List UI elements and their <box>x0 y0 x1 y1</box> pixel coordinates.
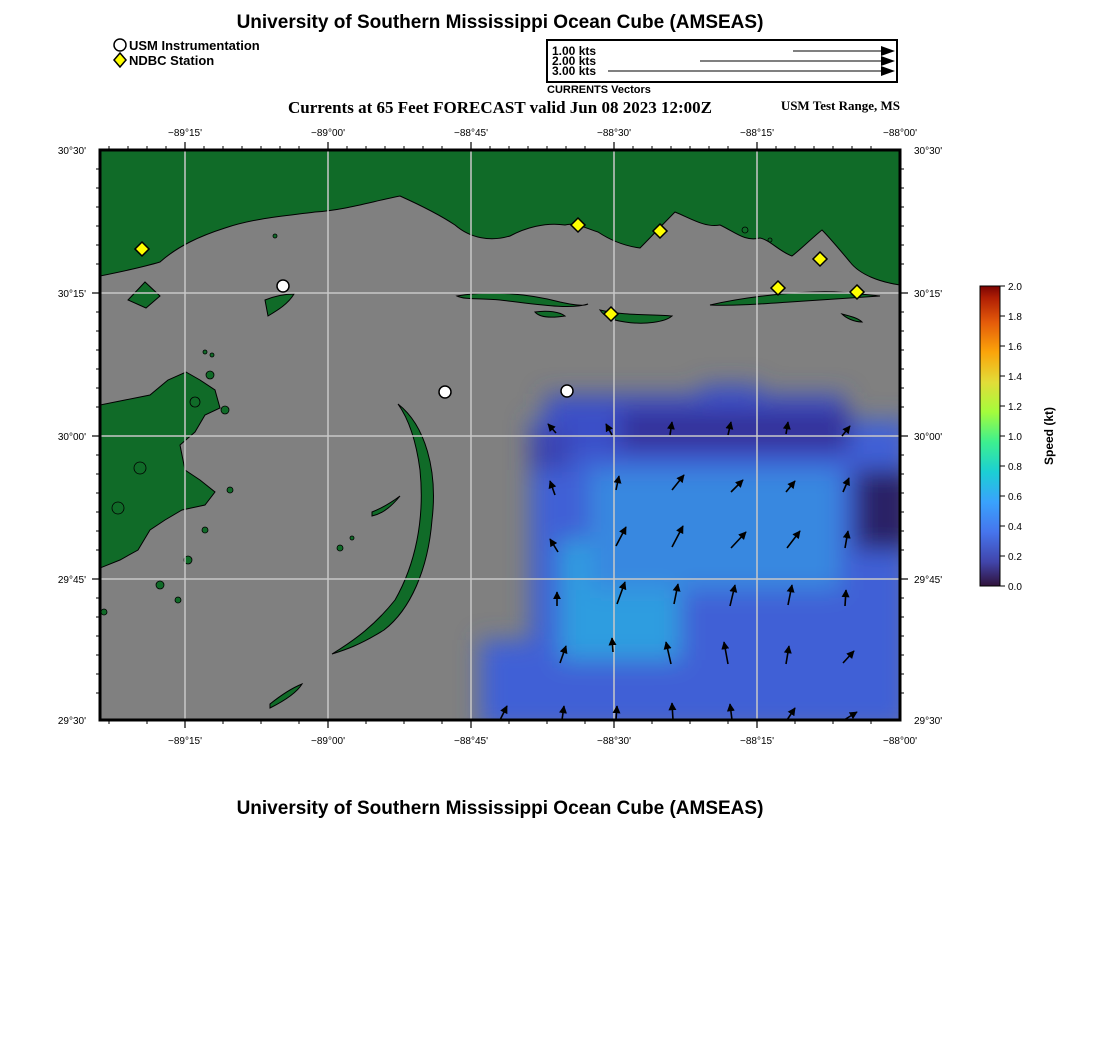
colorbar-tick-label: 1.0 <box>1008 432 1022 443</box>
lon-label-top: −88°00' <box>883 128 917 139</box>
region-label: USM Test Range, MS <box>780 98 900 113</box>
vector-legend-item-1: 1.00 kts <box>552 44 597 58</box>
lat-labels-left <box>58 146 86 727</box>
lon-label-bottom: −89°00' <box>311 736 345 747</box>
vector-legend-caption: CURRENTS Vectors <box>547 84 651 96</box>
lon-label-top: −88°30' <box>597 128 631 139</box>
lat-label-right: 30°30' <box>914 146 943 157</box>
footer-title: University of Southern Mississippi Ocean Cube (AMSEAS) <box>236 798 764 819</box>
colorbar-tick-label: 0.2 <box>1008 552 1022 563</box>
colorbar-tick-label: 0.6 <box>1008 492 1022 503</box>
lat-label-right: 30°00' <box>914 432 943 443</box>
lon-label-top: −89°15' <box>168 128 202 139</box>
lon-label-bottom: −89°15' <box>168 736 202 747</box>
main-title: University of Southern Mississippi Ocean Cube (AMSEAS) <box>236 12 764 33</box>
lat-labels-right <box>914 146 942 727</box>
colorbar-tick-label: 1.6 <box>1008 342 1022 353</box>
vector-legend-item-3: 3.00 kts <box>552 64 597 78</box>
lat-label-left: 29°30' <box>57 716 86 727</box>
colorbar-tick-labels <box>1008 282 1022 593</box>
colorbar-tick-label: 0.0 <box>1008 582 1022 593</box>
lon-label-bottom: −88°00' <box>883 736 917 747</box>
colorbar <box>970 280 1070 595</box>
lat-label-right: 30°15' <box>914 289 943 300</box>
lon-labels-bottom <box>168 736 917 747</box>
forecast-subtitle: Currents at 65 Feet FORECAST valid Jun 08 2023 12:00Z <box>288 98 712 117</box>
vector-legend-item-2: 2.00 kts <box>552 54 597 68</box>
colorbar-gradient <box>980 286 1000 586</box>
lon-label-top: −88°45' <box>454 128 488 139</box>
lon-label-top: −89°00' <box>311 128 345 139</box>
colorbar-ticks <box>1000 286 1005 586</box>
lon-labels-top <box>168 128 917 139</box>
colorbar-tick-label: 2.0 <box>1008 282 1022 293</box>
lat-label-left: 29°45' <box>57 575 86 586</box>
usm-station-2 <box>439 386 451 398</box>
usm-station-1 <box>277 280 289 292</box>
lat-label-right: 29°30' <box>914 716 943 727</box>
colorbar-label: Speed (kt) <box>1042 406 1056 466</box>
colorbar-tick-label: 1.8 <box>1008 312 1022 323</box>
lon-label-top: −88°15' <box>740 128 774 139</box>
colorbar-tick-label: 0.8 <box>1008 462 1022 473</box>
colorbar-tick-label: 1.4 <box>1008 372 1022 383</box>
lat-label-left: 30°15' <box>57 289 86 300</box>
lat-label-right: 29°45' <box>914 575 943 586</box>
lon-label-bottom: −88°30' <box>597 736 631 747</box>
lon-label-bottom: −88°45' <box>454 736 488 747</box>
usm-station-3 <box>561 385 573 397</box>
lat-label-left: 30°00' <box>57 432 86 443</box>
legend-ndbc-label: NDBC Station <box>129 52 215 68</box>
colorbar-tick-label: 0.4 <box>1008 522 1022 533</box>
lon-label-bottom: −88°15' <box>740 736 774 747</box>
lat-label-left: 30°30' <box>57 146 86 157</box>
colorbar-tick-label: 1.2 <box>1008 402 1022 413</box>
legend-usm-label: USM Instrumentation <box>129 37 260 53</box>
